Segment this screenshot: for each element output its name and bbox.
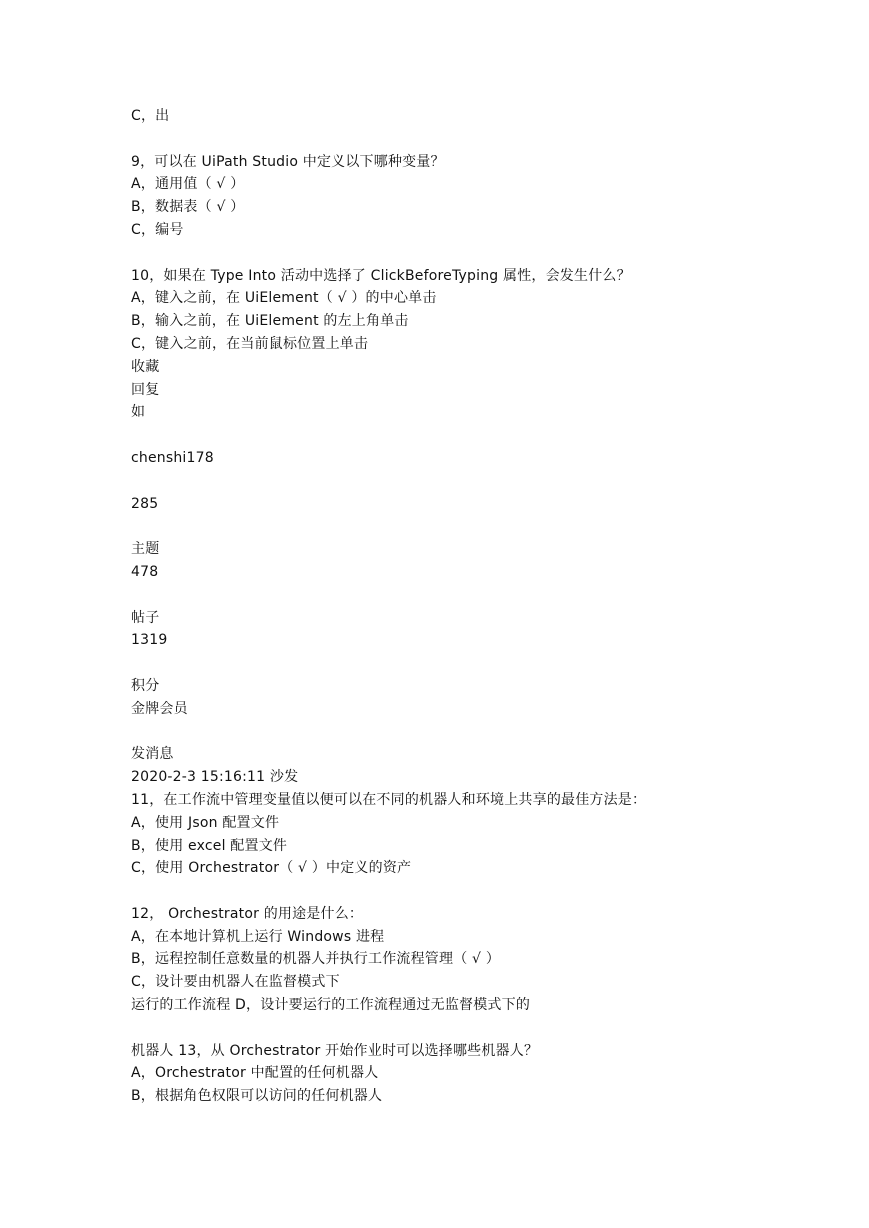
user-stat: 285 — [131, 495, 159, 512]
reply-label: 回复 — [131, 381, 160, 398]
option-line: B，输入之前，在 UiElement 的左上角单击 — [131, 313, 409, 330]
blank-line — [131, 470, 811, 493]
option-line: A，在本地计算机上运行 Windows 进程 — [131, 928, 385, 945]
option-line: A，通用值（ √ ） — [131, 176, 245, 193]
option-line: C，使用 Orchestrator（ √ ）中定义的资产 — [131, 860, 412, 877]
option-line: B，使用 excel 配置文件 — [131, 837, 288, 854]
question-10: 10，如果在 Type Into 活动中选择了 ClickBeforeTyping 属性，会发生什么？ — [131, 267, 631, 284]
question-12: 12， Orchestrator 的用途是什么： — [131, 905, 364, 922]
option-line: C，编号 — [131, 221, 184, 238]
option-line: A，键入之前，在 UiElement（ √ ）的中心单击 — [131, 290, 437, 307]
username: chenshi178 — [131, 449, 214, 466]
option-line: C，设计要由机器人在监督模式下 — [131, 974, 340, 991]
option-line: B，根据角色权限可以访问的任何机器人 — [131, 1088, 383, 1105]
stat-label-topics: 主题 — [131, 541, 160, 558]
stat-value-posts: 1319 — [131, 632, 168, 649]
question-9: 9，可以在 UiPath Studio 中定义以下哪种变量？ — [131, 153, 445, 170]
member-level: 金牌会员 — [131, 700, 188, 717]
question-11: 11，在工作流中管理变量值以便可以在不同的机器人和环境上共享的最佳方法是： — [131, 791, 647, 808]
blank-line — [131, 721, 811, 744]
text-line: C，出 — [131, 108, 170, 124]
option-line: A，使用 Json 配置文件 — [131, 814, 280, 831]
option-line: B，远程控制任意数量的机器人并执行工作流程管理（ √ ） — [131, 951, 501, 968]
question-13: 机器人 13，从 Orchestrator 开始作业时可以选择哪些机器人？ — [131, 1042, 539, 1059]
favorite-label: 收藏 — [131, 358, 160, 375]
option-line: B，数据表（ √ ） — [131, 199, 245, 216]
option-line: C，键入之前，在当前鼠标位置上单击 — [131, 335, 369, 352]
blank-line — [131, 515, 811, 538]
option-line: 运行的工作流程 D，设计要运行的工作流程通过无监督模式下的 — [131, 997, 531, 1014]
blank-line — [131, 1017, 811, 1040]
stat-label-posts: 帖子 — [131, 609, 160, 626]
send-message-label: 发消息 — [131, 746, 174, 763]
blank-line — [131, 652, 811, 675]
blank-line — [131, 584, 811, 607]
blank-line — [131, 424, 811, 447]
post-timestamp: 2020-2-3 15:16:11 沙发 — [131, 769, 299, 786]
blank-line — [131, 880, 811, 903]
blank-line — [131, 128, 811, 151]
stat-value-topics: 478 — [131, 563, 159, 580]
text-line: 如 — [131, 404, 146, 421]
option-line: A，Orchestrator 中配置的任何机器人 — [131, 1065, 379, 1082]
document-body — [131, 105, 811, 1108]
blank-line — [131, 242, 811, 265]
stat-label-points: 积分 — [131, 677, 160, 694]
